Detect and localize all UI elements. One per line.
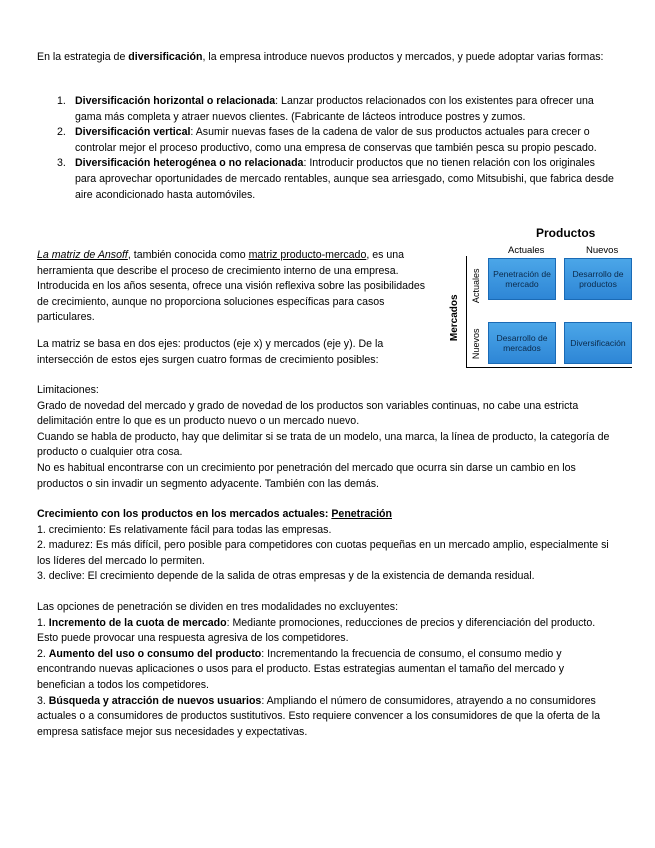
axis-line-horizontal	[466, 367, 632, 368]
list-number: 3.	[57, 157, 66, 170]
diagram-title: Productos	[536, 226, 596, 240]
options-section	[37, 600, 615, 740]
intro-text: En la estrategia de	[37, 51, 129, 63]
cell-penetracion: Penetración de mercado	[488, 258, 556, 300]
option-number: 2.	[37, 647, 49, 660]
column-header-actuales: Actuales	[508, 245, 545, 256]
row-title-text: Mercados	[449, 294, 461, 342]
option-text: : Mediante promociones, reducciones de precios y diferenciación del producto. Esto puede provocar una respuesta agresiva de los competidores.	[37, 616, 596, 645]
list-item	[37, 156, 615, 203]
cell-desarrollo-productos: Desarrollo de productos	[564, 258, 632, 300]
matrix-link[interactable]: matriz producto-mercado	[248, 249, 367, 261]
intro-text-end: , la empresa introduce nuevos productos y mercados, y puede adoptar varias formas:	[202, 51, 604, 63]
ansoff-matrix-diagram	[444, 226, 636, 370]
limitations-paragraph: Cuando se habla de producto, hay que delimitar si se trata de un modelo, una marca, la línea de producto, la categoría de producto o cualquier otra cosa.	[37, 430, 610, 459]
list-item-text: : Lanzar productos relacionados con los existentes para ofrecer una gama más completa y atraer nuevos clientes. (Fabricante de lácteos introduce postres y zumos.	[75, 95, 594, 123]
row-title	[444, 280, 464, 356]
option-number: 1.	[37, 616, 49, 629]
list-item	[37, 94, 615, 125]
growth-line: 3. declive: El crecimiento depende de la salida de otras empresas y de la existencia de demanda residual.	[37, 570, 535, 583]
axes-paragraph	[37, 337, 427, 368]
limitations-paragraph: No es habitual encontrarse con un crecimiento por penetración del mercado que ocurra sin darse un cambio en los productos o sin invadir un segmento adyacente. También con las demás.	[37, 461, 576, 490]
list-item-title: Diversificación vertical	[75, 126, 191, 139]
option-text: : Ampliando el número de consumidores, atrayendo a no consumidores actuales o a consumidores de productos sustitutivos. Esto requiere convencer a los consumidores de que la oferta de la empresa satisface mejor sus necesidades y expectativas.	[37, 694, 600, 738]
row-header-text: Nuevos	[471, 328, 482, 360]
growth-heading-underlined: Penetración	[331, 508, 392, 520]
option-text: : Incrementando la frecuencia de consumo, el consumo medio y encontrando nuevas aplicaciones o usos para el producto. Estas estrategias aumentan el tamaño del mercado y benefician a todos los competidores.	[37, 647, 565, 691]
intro-paragraph	[37, 50, 615, 66]
row-header-actuales	[470, 262, 484, 308]
list-item-title: Diversificación heterogénea o no relacionada	[75, 157, 304, 170]
limitations-title: Limitaciones:	[37, 384, 99, 396]
row-header-text: Actuales	[471, 268, 482, 304]
axes-text: La matriz se basa en dos ejes: productos (eje x) y mercados (eje y). De la intersección de estos ejes surgen cuatro formas de crecimiento posibles:	[37, 338, 384, 366]
growth-heading: Crecimiento con los productos en los mercados actuales:	[37, 508, 332, 520]
list-item-text: : Introducir productos que no tienen relación con los originales para aprovechar oportunidades de mercado rentables, aunque sea arriesgado, como Mitsubishi, que fabrica desde aire acondicionado hasta automóviles.	[75, 157, 614, 201]
list-number: 1.	[57, 95, 66, 107]
options-intro: Las opciones de penetración se dividen en tres modalidades no excluyentes:	[37, 601, 399, 613]
ansoff-text: , también conocida como	[127, 249, 249, 261]
limitations-section	[37, 383, 615, 492]
option-title: Incremento de la cuota de mercado	[48, 616, 227, 629]
option-title: Búsqueda y atracción de nuevos usuarios	[48, 694, 262, 707]
ansoff-paragraph	[37, 248, 427, 326]
diversification-list	[37, 94, 615, 203]
cell-desarrollo-mercados: Desarrollo de mercados	[488, 322, 556, 364]
list-item-title: Diversificación horizontal o relacionada	[75, 95, 276, 107]
cell-diversificacion: Diversificación	[564, 322, 632, 364]
limitations-paragraph: Grado de novedad del mercado y grado de novedad de los productos son variables continuas, no cabe una estricta delimitación entre lo que es un producto nuevo o un mercado nuevo.	[37, 399, 579, 428]
ansoff-link[interactable]: La matriz de Ansoff	[37, 249, 128, 261]
column-header-nuevos: Nuevos	[586, 245, 619, 256]
axis-line-vertical	[466, 256, 467, 368]
growth-line: 2. madurez: Es más difícil, pero posible para competidores con cuotas pequeñas en un mercado amplio, especialmente si los líderes del mercado lo permiten.	[37, 539, 609, 567]
ansoff-text-end: , es una herramienta que describe el proceso de crecimiento interno de una empresa. Introducida en los años sesenta, ofrece una visión reflexiva sobre las posibilidades de crecimiento, aunque no proporciona soluciones específicas para casos particulares.	[37, 249, 426, 324]
intro-bold: diversificación	[128, 51, 203, 63]
list-number: 2.	[57, 126, 66, 139]
list-item-text: : Asumir nuevas fases de la cadena de valor de sus productos actuales para crecer o controlar mejor el proceso productivo, como una empresa de conservas que también pesca su propio pescado.	[75, 126, 597, 154]
growth-section	[37, 507, 615, 585]
option-title: Aumento del uso o consumo del producto	[48, 647, 262, 660]
growth-line: 1. crecimiento: Es relativamente fácil para todas las empresas.	[37, 523, 332, 536]
option-number: 3.	[37, 694, 49, 707]
list-item	[37, 125, 615, 156]
row-header-nuevos	[470, 320, 484, 366]
